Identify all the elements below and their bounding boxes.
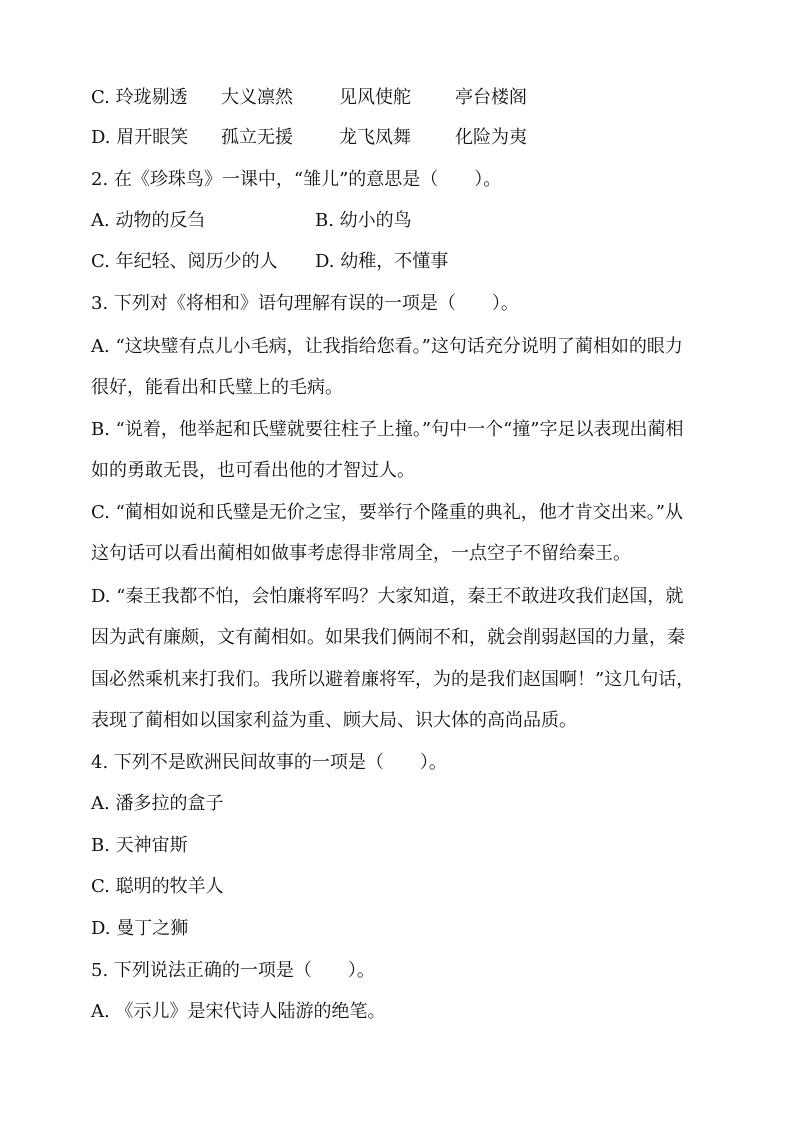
q4-stem: 4. 下列不是欧洲民间故事的一项是（ ）。 bbox=[91, 752, 447, 773]
q3-option-b-line-2: 如的勇敢无畏，也可看出他的才智过人。 bbox=[91, 460, 415, 481]
q3-option-c-line-1: C. “蔺相如说和氏璧是无价之宝，要举行个隆重的典礼，他才肯交出来。”从 bbox=[91, 502, 683, 523]
q2-option-d: D. 幼稚，不懂事 bbox=[315, 251, 449, 272]
q5-stem: 5. 下列说法正确的一项是（ ）。 bbox=[91, 960, 375, 981]
q3-stem: 3. 下列对《将相和》语句理解有误的一项是（ ）。 bbox=[91, 293, 519, 314]
q3-option-b-line-1: B. “说着，他举起和氏璧就要往柱子上撞。”句中一个“撞”字足以表现出蔺相 bbox=[91, 419, 684, 440]
q3-option-c-line-2: 这句话可以看出蔺相如做事考虑得非常周全，一点空子不留给秦王。 bbox=[91, 543, 631, 564]
q3-option-d-line-3: 国必然乘机来打我们。我所以避着廉将军，为的是我们赵国啊！”这几句话， bbox=[91, 669, 695, 690]
q3-option-a-line-2: 很好，能看出和氏璧上的毛病。 bbox=[91, 377, 343, 398]
q2-option-b: B. 幼小的鸟 bbox=[315, 210, 412, 231]
q1-option-row-c bbox=[91, 86, 527, 110]
q2-stem: 2. 在《珍珠鸟》一课中，“雏儿”的意思是（ ）。 bbox=[91, 169, 502, 190]
q1-option-c-word-4: 亭台楼阁 bbox=[455, 87, 527, 108]
q4-option-b: B. 天神宙斯 bbox=[91, 835, 188, 856]
q4-option-a: A. 潘多拉的盒子 bbox=[91, 793, 224, 814]
q3-option-d-line-4: 表现了蔺相如以国家利益为重、顾大局、识大体的高尚品质。 bbox=[91, 710, 577, 731]
q1-option-d-word-2: 孤立无援 bbox=[221, 127, 293, 148]
q4-option-c: C. 聪明的牧羊人 bbox=[91, 876, 224, 897]
q1-option-c-word-3: 见风使舵 bbox=[339, 87, 411, 108]
q3-option-d-line-2: 因为武有廉颇，文有蔺相如。如果我们俩闹不和，就会削弱赵国的力量，秦 bbox=[91, 627, 685, 648]
q2-option-a: A. 动物的反刍 bbox=[91, 210, 206, 231]
q1-option-d-word-4: 化险为夷 bbox=[455, 127, 527, 148]
q1-option-d-word-1: D. 眉开眼笑 bbox=[91, 127, 189, 148]
q2-option-row-cd bbox=[91, 250, 448, 274]
q5-option-a: A. 《示儿》是宋代诗人陆游的绝笔。 bbox=[91, 1001, 386, 1022]
q1-option-row-d bbox=[91, 126, 527, 150]
q3-option-d-line-1: D. “秦王我都不怕，会怕廉将军吗？大家知道，秦王不敢进攻我们赵国，就 bbox=[91, 586, 684, 607]
q1-option-c-word-2: 大义凛然 bbox=[221, 87, 293, 108]
q4-option-d: D. 曼丁之狮 bbox=[91, 918, 189, 939]
q1-option-c-word-1: C. 玲珑剔透 bbox=[91, 87, 188, 108]
q3-option-a-line-1: A. “这块璧有点儿小毛病，让我指给您看。”这句话充分说明了蔺相如的眼力 bbox=[91, 336, 683, 357]
q2-option-row-ab bbox=[91, 209, 412, 233]
q2-option-c: C. 年纪轻、阅历少的人 bbox=[91, 251, 278, 272]
q1-option-d-word-3: 龙飞凤舞 bbox=[339, 127, 411, 148]
